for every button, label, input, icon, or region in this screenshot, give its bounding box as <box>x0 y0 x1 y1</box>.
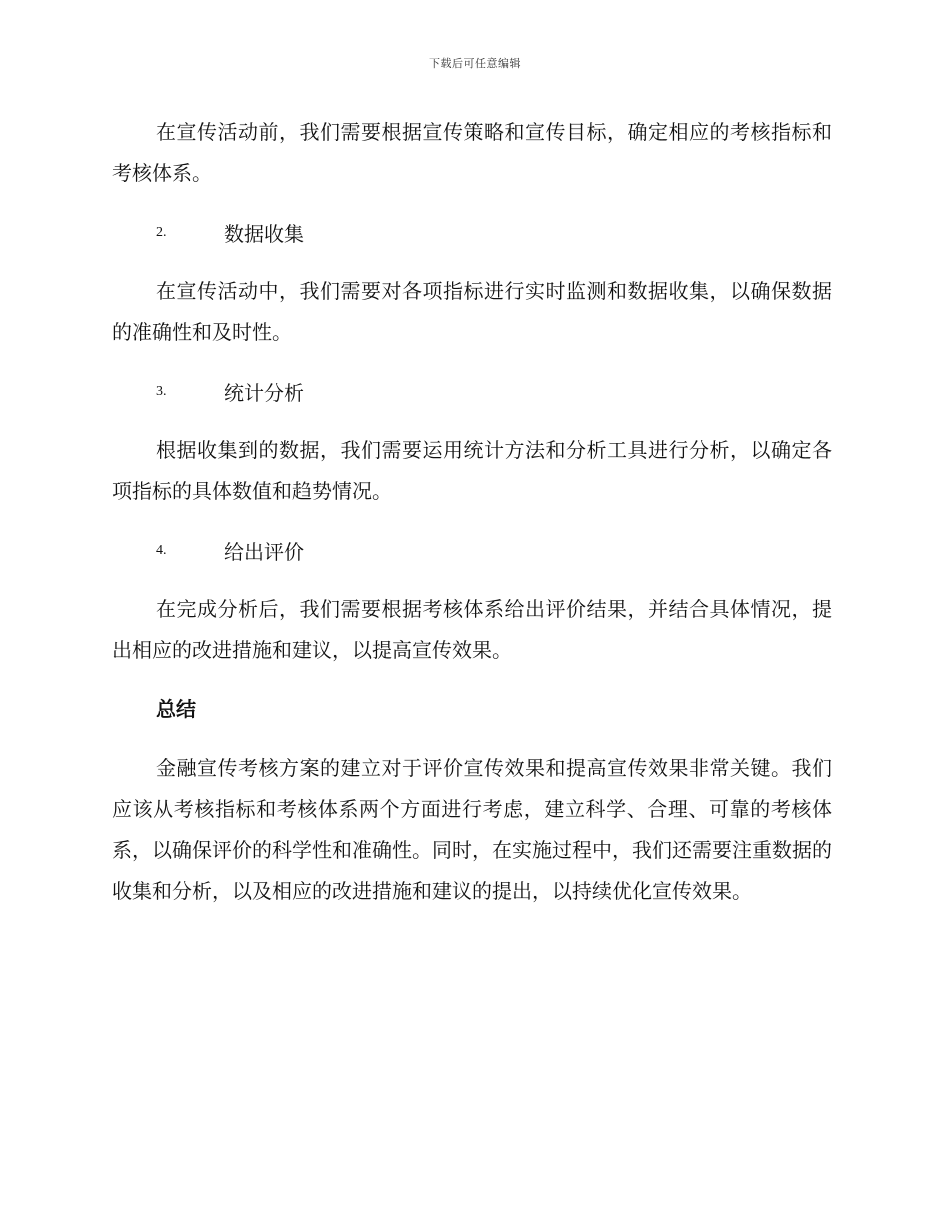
section-number: 4. <box>156 542 167 558</box>
document-body <box>112 112 832 912</box>
section-title: 给出评价 <box>224 540 304 564</box>
section-heading-3 <box>156 371 832 412</box>
section-heading-2 <box>156 212 832 253</box>
summary-paragraph: 金融宣传考核方案的建立对于评价宣传效果和提高宣传效果非常关键。我们应该从考核指标和考核体系两个方面进行考虑，建立科学、合理、可靠的考核体系，以确保评价的科学性和准确性。同时，在实施过程中，我们还需要注重数据的收集和分析，以及相应的改进措施和建议的提出，以持续优化宣传效果。 <box>112 756 832 903</box>
intro-paragraph: 在宣传活动前，我们需要根据宣传策略和宣传目标，确定相应的考核指标和考核体系。 <box>112 120 832 185</box>
section-number: 3. <box>156 383 167 399</box>
section-paragraph-4: 在完成分析后，我们需要根据考核体系给出评价结果，并结合具体情况，提出相应的改进措施和建议，以提高宣传效果。 <box>112 597 832 662</box>
summary-heading: 总结 <box>156 697 196 721</box>
section-paragraph-3: 根据收集到的数据，我们需要运用统计方法和分析工具进行分析，以确定各项指标的具体数值和趋势情况。 <box>112 438 832 503</box>
page-header: 下载后可任意编辑 <box>429 57 521 70</box>
section-paragraph-2: 在宣传活动中，我们需要对各项指标进行实时监测和数据收集，以确保数据的准确性和及时性。 <box>112 279 832 344</box>
section-heading-4 <box>156 530 832 571</box>
section-title: 数据收集 <box>224 222 304 246</box>
section-number: 2. <box>156 224 167 240</box>
section-title: 统计分析 <box>224 381 304 405</box>
